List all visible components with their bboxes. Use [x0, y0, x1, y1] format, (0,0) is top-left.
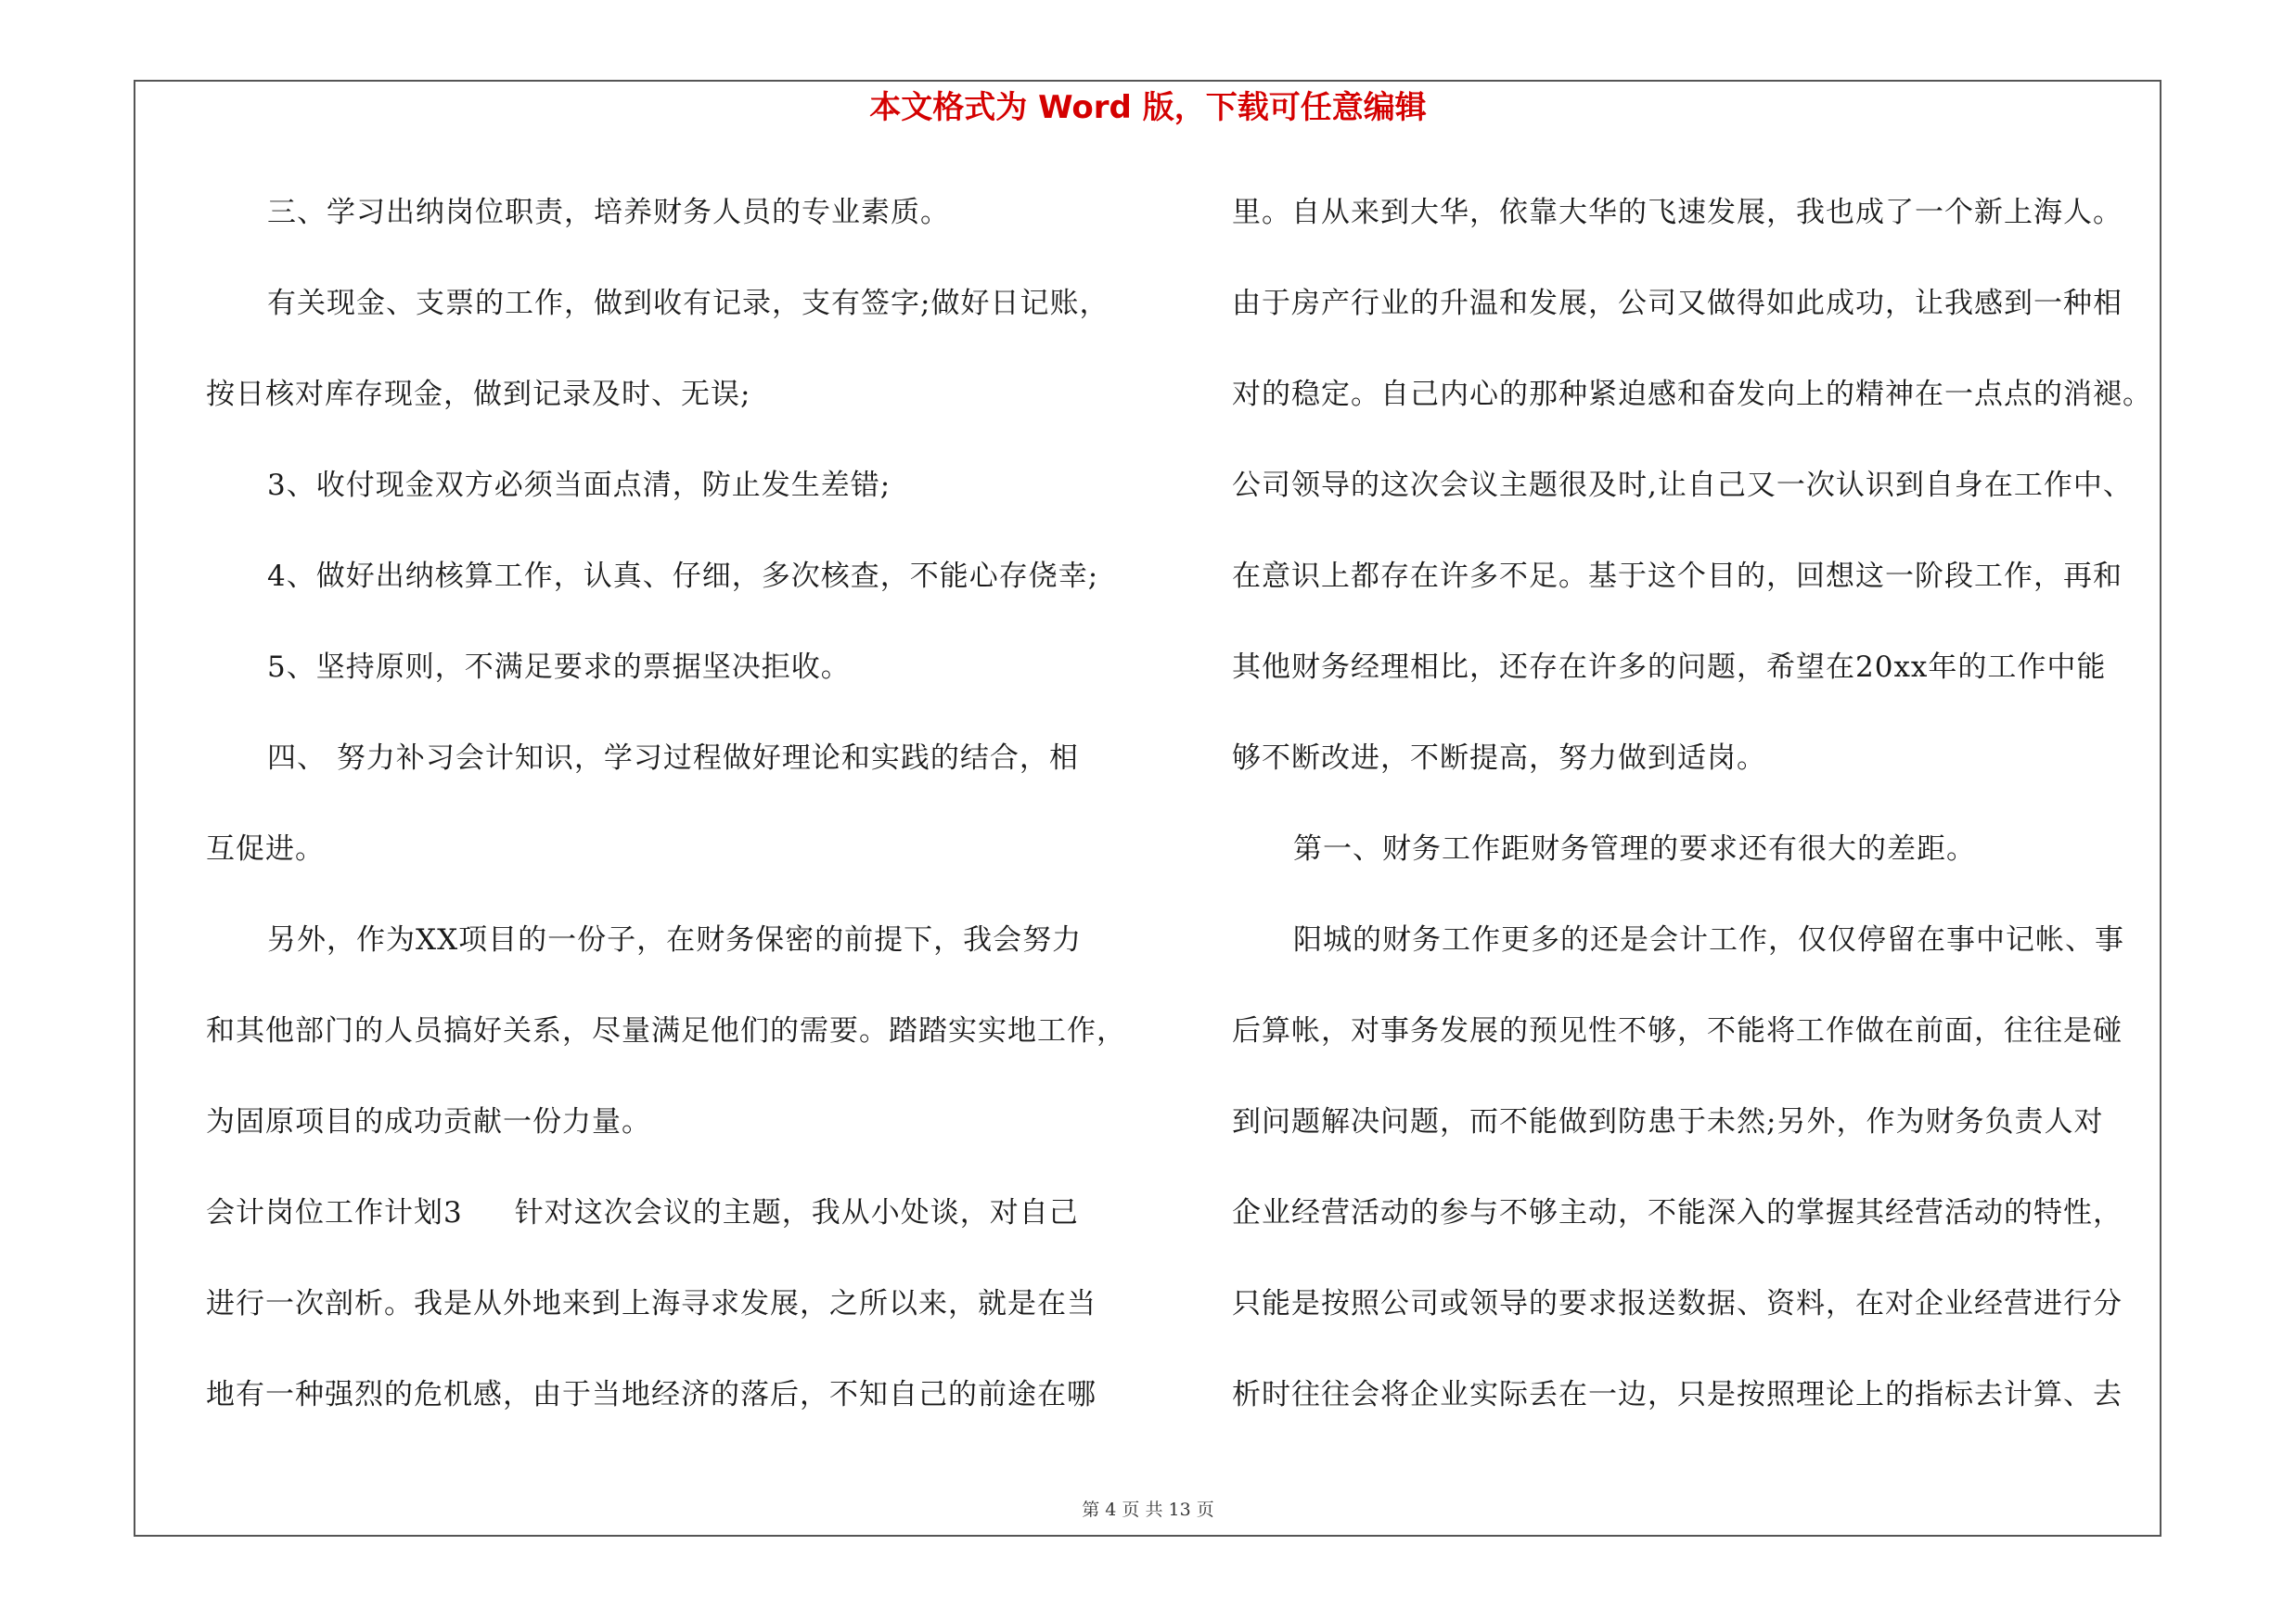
- line-text: 其他财务经理相比，还存在许多的问题，希望在20xx年的工作中能: [1232, 650, 2107, 684]
- text-line: [206, 1186, 1143, 1277]
- line-text: 互促进。: [206, 832, 325, 866]
- text-line: [1232, 1095, 2234, 1186]
- line-text: 针对这次会议的主题，我从小处谈，对自己: [514, 1196, 1079, 1230]
- line-text: 4、做好出纳核算工作，认真、仔细，多次核查，不能心存侥幸;: [267, 560, 1099, 593]
- text-line: [206, 367, 1143, 458]
- line-text: 地有一种强烈的危机感，由于当地经济的落后，不知自己的前途在哪: [206, 1378, 1097, 1411]
- text-line: [206, 458, 1143, 549]
- text-line: [206, 186, 1143, 277]
- text-line: [1232, 640, 2234, 731]
- text-line: [1232, 186, 2234, 277]
- text-line: [206, 1095, 1143, 1186]
- text-line: [1232, 1004, 2234, 1095]
- text-line: [1232, 367, 2234, 458]
- line-text: 由于房产行业的升温和发展，公司又做得如此成功，让我感到一种相: [1232, 287, 2123, 320]
- text-line: [206, 1004, 1143, 1095]
- line-text: 后算帐，对事务发展的预见性不够，不能将工作做在前面，往往是碰: [1232, 1014, 2123, 1048]
- line-text: 四、 努力补习会计知识，学习过程做好理论和实践的结合，相: [267, 741, 1079, 775]
- document-banner: 本文格式为 Word 版，下载可任意编辑: [869, 89, 1427, 126]
- line-text: 里。自从来到大华，依靠大华的飞速发展，我也成了一个新上海人。: [1232, 196, 2123, 229]
- text-line: [1232, 731, 2234, 822]
- text-line: [206, 640, 1143, 731]
- line-text: 析时往往会将企业实际丢在一边，只是按照理论上的指标去计算、去: [1232, 1378, 2123, 1411]
- line-text: 企业经营活动的参与不够主动，不能深入的掌握其经营活动的特性，: [1232, 1196, 2123, 1230]
- section-heading: 会计岗位工作计划3: [206, 1196, 463, 1230]
- right-column: [1232, 186, 2234, 1459]
- line-text: 为固原项目的成功贡献一份力量。: [206, 1105, 651, 1139]
- left-column: [206, 186, 1143, 1459]
- text-line: [1232, 913, 2234, 1004]
- line-text: 公司领导的这次会议主题很及时,让自己又一次认识到自身在工作中、: [1232, 469, 2133, 502]
- text-line: [1232, 1186, 2234, 1277]
- text-line: [206, 277, 1143, 367]
- line-text: 进行一次剖析。我是从外地来到上海寻求发展，之所以来，就是在当: [206, 1287, 1097, 1320]
- text-line: [206, 731, 1143, 822]
- line-text: 在意识上都存在许多不足。基于这个目的，回想这一阶段工作，再和: [1232, 560, 2123, 593]
- text-line: [1232, 822, 2234, 913]
- line-text: 对的稳定。自己内心的那种紧迫感和奋发向上的精神在一点点的消褪。: [1232, 378, 2152, 411]
- line-text: 三、学习出纳岗位职责，培养财务人员的专业素质。: [267, 196, 950, 229]
- line-text: 5、坚持原则，不满足要求的票据坚决拒收。: [267, 650, 851, 684]
- text-line: [206, 913, 1143, 1004]
- line-text: 有关现金、支票的工作，做到收有记录，支有签字;做好日记账，: [267, 287, 1110, 320]
- line-text: 和其他部门的人员搞好关系，尽量满足他们的需要。踏踏实实地工作，: [206, 1014, 1126, 1048]
- text-line: [1232, 1368, 2234, 1459]
- text-line: [1232, 1277, 2234, 1368]
- page-footer: 第 4 页 共 13 页: [1082, 1500, 1214, 1520]
- line-text: 阳城的财务工作更多的还是会计工作，仅仅停留在事中记帐、事: [1293, 923, 2124, 957]
- line-text: 3、收付现金双方必须当面点清，防止发生差错;: [267, 469, 891, 502]
- line-text: 第一、财务工作距财务管理的要求还有很大的差距。: [1293, 832, 1976, 866]
- text-line: [1232, 277, 2234, 367]
- text-line: [206, 549, 1143, 640]
- line-text: 另外，作为XX项目的一份子，在财务保密的前提下，我会努力: [267, 923, 1083, 957]
- text-line: [206, 1368, 1143, 1459]
- text-line: [1232, 549, 2234, 640]
- line-text: 到问题解决问题，而不能做到防患于未然;另外，作为财务负责人对: [1232, 1105, 2104, 1139]
- line-text: 只能是按照公司或领导的要求报送数据、资料，在对企业经营进行分: [1232, 1287, 2123, 1320]
- text-line: [1232, 458, 2234, 549]
- line-text: 够不断改进，不断提高，努力做到适岗。: [1232, 741, 1766, 775]
- line-text: 按日核对库存现金，做到记录及时、无误;: [206, 378, 751, 411]
- text-line: [206, 1277, 1143, 1368]
- text-line: [206, 822, 1143, 913]
